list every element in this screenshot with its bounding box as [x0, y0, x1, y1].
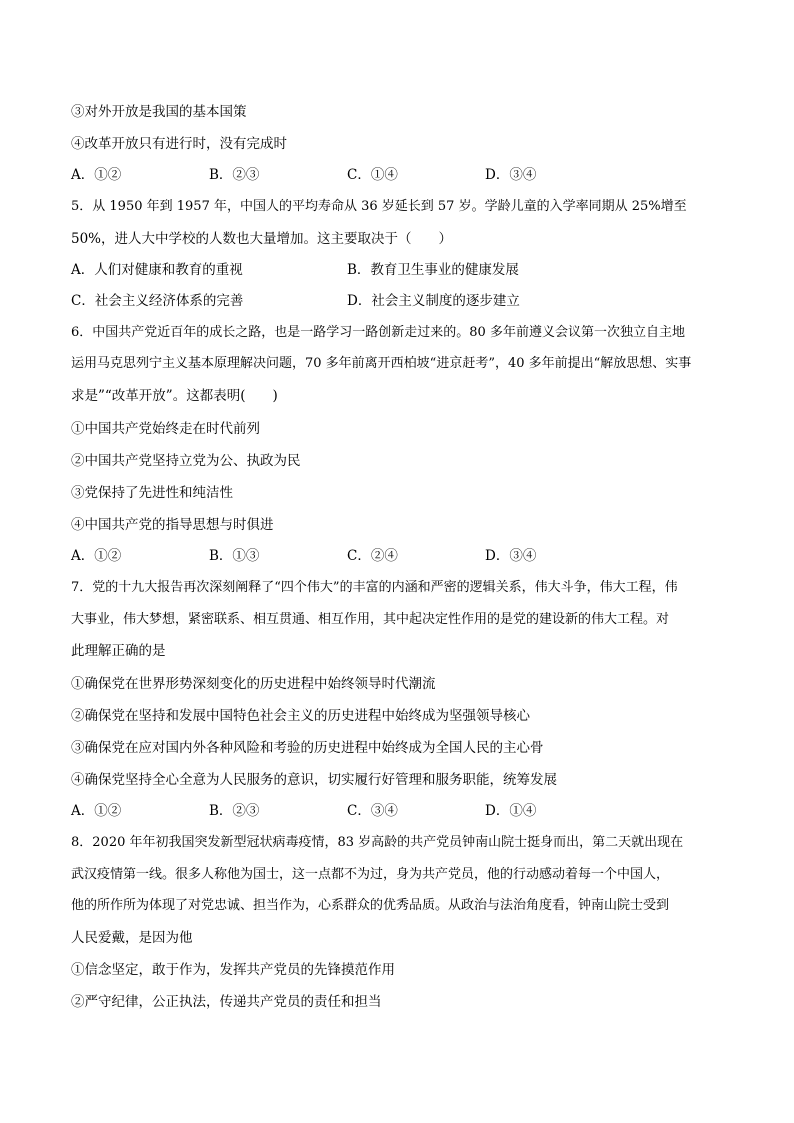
q7-stem-line3: 此理解正确的是 [71, 643, 166, 659]
q7-statement-3: ③确保党在应对国内外各种风险和考验的历史进程中始终成为全国人民的主心骨 [71, 740, 544, 756]
q7-option-d: D．①④ [485, 803, 537, 819]
q5-stem-line2: 50%，进人大中学校的人数也大量增加。这主要取决于（ ） [71, 231, 453, 247]
q6-option-c: C．②④ [347, 548, 398, 564]
q6-stem-line1: 6．中国共产党近百年的成长之路，也是一路学习一路创新走过来的。80 多年前遵义会议第一次独立自主地 [71, 325, 685, 340]
q6-option-b: B．①③ [209, 548, 260, 564]
q6-statement-4: ④中国共产党的指导思想与时俱进 [71, 517, 274, 533]
q6-statement-2: ②中国共产党坚持立党为公、执政为民 [71, 453, 301, 469]
q7-stem-line1: 7．党的十九大报告再次深刻阐释了“四个伟大”的丰富的内涵和严密的逻辑关系，伟大斗争，伟大工程，伟 [71, 580, 678, 595]
q6-options [71, 547, 731, 565]
q6-statement-1: ①中国共产党始终走在时代前列 [71, 421, 260, 437]
q4-options [71, 166, 731, 184]
q5-option-c: C．社会主义经济体系的完善 [71, 293, 244, 309]
q5-option-b: B．教育卫生事业的健康发展 [347, 262, 519, 278]
q7-statement-4: ④确保党坚持全心全意为人民服务的意识，切实履行好管理和服务职能，统筹发展 [71, 772, 557, 788]
q6-option-d: D．③④ [485, 548, 537, 564]
q8-stem-line3: 他的所作所为体现了对党忠诚、担当作为，心系群众的优秀品质。从政治与法治角度看，钟南山院士受到 [71, 898, 670, 913]
q7-option-a: A．①② [71, 803, 122, 819]
q4-option-b: B．②③ [209, 167, 260, 183]
q7-option-c: C．③④ [347, 803, 398, 819]
q8-stem-line1: 8．2020 年年初我国突发新型冠状病毒疫情，83 岁高龄的共产党员钟南山院士挺身而出，第二天就出现在 [71, 835, 684, 850]
q7-statement-1: ①确保党在世界形势深刻变化的历史进程中始终领导时代潮流 [71, 676, 436, 692]
q7-statement-2: ②确保党在坚持和发展中国特色社会主义的历史进程中始终成为坚强领导核心 [71, 708, 530, 724]
q6-statement-3: ③党保持了先进性和纯洁性 [71, 485, 233, 501]
q5-stem-line1: 5．从 1950 年到 1957 年，中国人的平均寿命从 36 岁延长到 57 岁。学龄儿童的入学率同期从 25%增至 [71, 199, 687, 214]
q7-stem-line2: 大事业，伟大梦想，紧密联系、相互贯通、相互作用，其中起决定性作用的是党的建设新的伟大工程。对 [71, 612, 670, 627]
q7-option-b: B．②③ [209, 803, 260, 819]
q8-statement-1: ①信念坚定，敢于作为，发挥共产党员的先锋摸范作用 [71, 962, 395, 978]
q5-options-row2 [71, 292, 731, 310]
q6-stem-line3: 求是”“改革开放”。这都表明( ) [71, 388, 278, 404]
q4-option-c: C．①④ [347, 167, 398, 183]
q4-statement-3: ③对外开放是我国的基本国策 [71, 104, 247, 120]
q7-options [71, 802, 731, 820]
q8-statement-2: ②严守纪律，公正执法，传递共产党员的责任和担当 [71, 994, 382, 1010]
q5-option-d: D．社会主义制度的逐步建立 [347, 293, 520, 309]
q5-options-row1 [71, 261, 731, 279]
q8-stem-line2: 武汉疫情第一线。很多人称他为国士，这一点都不为过，身为共产党员，他的行动感动着每一个中国人， [71, 867, 670, 882]
q6-option-a: A．①② [71, 548, 122, 564]
q8-stem-line4: 人民爱戴，是因为他 [71, 930, 193, 946]
q4-statement-4: ④改革开放只有进行时，没有完成时 [71, 136, 287, 152]
q4-option-a: A．①② [71, 167, 122, 183]
q5-option-a: A．人们对健康和教育的重视 [71, 262, 243, 278]
q6-stem-line2: 运用马克思列宁主义基本原理解决问题，70 多年前离开西柏坡“进京赶考”，40 多年前提出“解放思想、实事 [71, 356, 692, 371]
q4-option-d: D．③④ [485, 167, 537, 183]
